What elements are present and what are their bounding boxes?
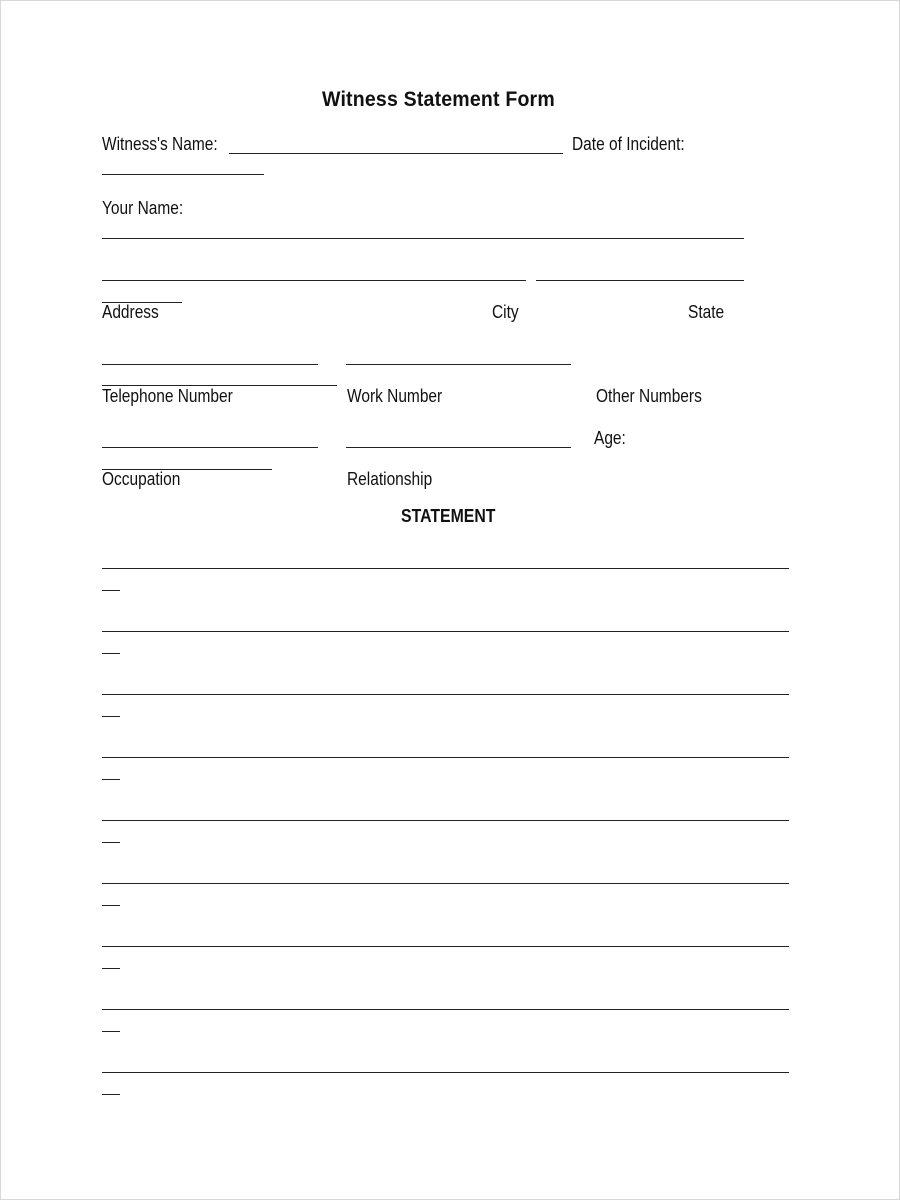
your-name-label: Your Name:: [102, 198, 184, 218]
statement-line-continuation[interactable]: [102, 762, 120, 780]
address-continuation-field[interactable]: [102, 285, 182, 303]
address-field[interactable]: [102, 263, 526, 281]
relationship-label: Relationship: [347, 469, 433, 489]
statement-line-continuation[interactable]: [102, 699, 120, 717]
statement-line[interactable]: [102, 551, 789, 569]
witness-name-label: Witness's Name:: [102, 134, 218, 154]
statement-line-continuation[interactable]: [102, 1077, 120, 1095]
your-name-field[interactable]: [102, 221, 744, 239]
witness-name-field[interactable]: [229, 136, 563, 154]
statement-line[interactable]: [102, 1055, 789, 1073]
statement-line-continuation[interactable]: [102, 573, 120, 591]
statement-line-continuation[interactable]: [102, 825, 120, 843]
work-number-field[interactable]: [346, 347, 571, 365]
city-state-field[interactable]: [536, 263, 744, 281]
telephone-continuation-field[interactable]: [102, 368, 337, 386]
statement-line[interactable]: [102, 740, 789, 758]
occupation-label: Occupation: [102, 469, 181, 489]
telephone-label: Telephone Number: [102, 386, 233, 406]
occupation-field[interactable]: [102, 430, 318, 448]
statement-line-continuation[interactable]: [102, 888, 120, 906]
statement-line-continuation[interactable]: [102, 1014, 120, 1032]
relationship-field[interactable]: [346, 430, 571, 448]
statement-line[interactable]: [102, 866, 789, 884]
statement-heading: STATEMENT: [401, 506, 496, 526]
date-of-incident-field[interactable]: [102, 157, 264, 175]
statement-line-continuation[interactable]: [102, 636, 120, 654]
occupation-continuation-field[interactable]: [102, 452, 272, 470]
other-numbers-label: Other Numbers: [596, 386, 702, 406]
state-label: State: [688, 302, 725, 322]
statement-line[interactable]: [102, 677, 789, 695]
statement-line[interactable]: [102, 992, 789, 1010]
statement-line[interactable]: [102, 929, 789, 947]
address-label: Address: [102, 302, 159, 322]
telephone-field[interactable]: [102, 347, 318, 365]
work-number-label: Work Number: [347, 386, 443, 406]
date-of-incident-label: Date of Incident:: [572, 134, 685, 154]
statement-line[interactable]: [102, 803, 789, 821]
statement-line[interactable]: [102, 614, 789, 632]
page-title: Witness Statement Form: [322, 88, 555, 111]
city-label: City: [492, 302, 519, 322]
age-label: Age:: [594, 428, 626, 448]
statement-line-continuation[interactable]: [102, 951, 120, 969]
